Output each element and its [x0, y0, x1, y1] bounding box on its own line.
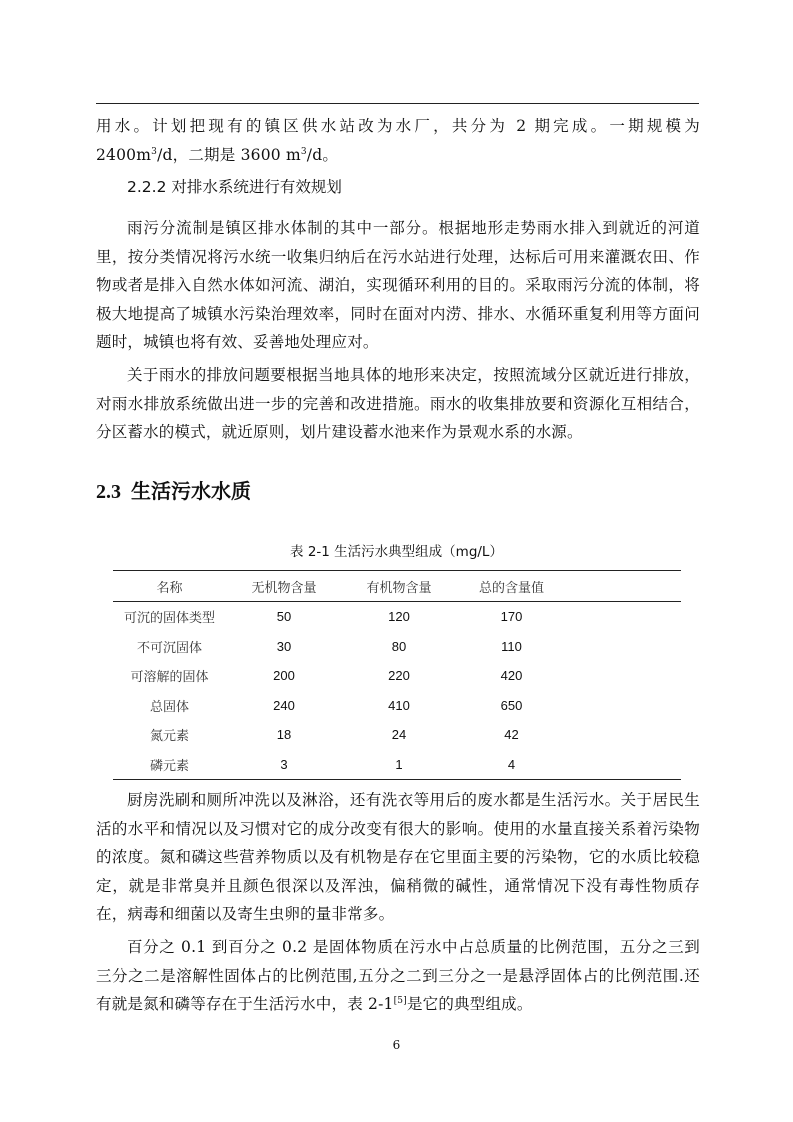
cell-total: 170: [500, 609, 523, 625]
cell-empty: [567, 750, 681, 780]
cell-inorganic: 200: [273, 668, 295, 684]
ratio-text-tail: 是它的典型组成。: [406, 995, 533, 1013]
cell-inorganic: 30: [276, 638, 292, 654]
cell-inorganic: 3: [280, 756, 288, 772]
cell-organic: 220: [388, 668, 410, 684]
table-row: [113, 691, 681, 721]
cell-organic: 410: [388, 697, 410, 713]
cell-total: 42: [504, 727, 519, 743]
table-header-row: [113, 571, 681, 602]
cell-total: 4: [507, 756, 516, 772]
ratio-text: 百分之 0.1 到百分之 0.2 是固体物质在污水中占总质量的比例范围，五分之三到三分之二是溶解性固体占的比例范围,五分之二到三分之一是悬浮固体占的比例范围.还有就是氮和磷等存在于生活污水中，表 2-1: [96, 938, 700, 1013]
table-row: [113, 661, 681, 691]
subsection-heading: 2.2.2 对排水系统进行有效规划: [127, 178, 342, 196]
cell-organic: 120: [388, 609, 410, 625]
cell-total: 110: [501, 638, 522, 654]
header-organic: 有机物含量: [366, 580, 432, 596]
cell-name: 磷元素: [149, 758, 189, 774]
table-row: [113, 602, 681, 632]
table-row: [113, 720, 681, 750]
table-caption: 表 2-1 生活污水典型组成（mg/L）: [290, 544, 503, 560]
section-title: 生活污水水质: [131, 479, 251, 503]
cell-organic: 1: [395, 756, 403, 772]
cell-empty: [567, 661, 681, 691]
water-supply-text-1: 用水。计划把现有的镇区供水站改为水厂，共分为 2 期完成。一期规模为 2400m: [96, 117, 700, 164]
composition-table: [113, 570, 681, 780]
table-row: [113, 750, 681, 780]
page-number: 6: [392, 1038, 401, 1052]
header-empty: [567, 571, 681, 602]
header-inorganic: 无机物含量: [251, 580, 317, 596]
cell-empty: [567, 602, 681, 632]
cell-empty: [567, 720, 681, 750]
cell-inorganic: 240: [273, 697, 295, 713]
paragraph-ratio: [96, 933, 700, 1019]
paragraph-water-supply: [96, 112, 700, 169]
citation-reference[interactable]: [5]: [393, 995, 407, 1006]
paragraph-sewage: 厨房洗刷和厕所冲洗以及淋浴，还有洗衣等用后的废水都是生活污水。关于居民生活的水平和情况以及习惯对它的成分改变有很大的影响。使用的水量直接关系着污染物的浓度。氮和磷这些营养物质以及有机物是存在它里面主要的污染物，它的水质比较稳定，就是非常臭并且颜色很深以及浑浊，偏稍微的碱性，通常情况下没有毒性物质存在，病毒和细菌以及寄生虫卵的量非常多。: [96, 791, 700, 923]
cell-inorganic: 50: [276, 609, 292, 625]
cell-total: 650: [500, 697, 523, 713]
cell-organic: 24: [391, 727, 407, 743]
water-supply-text-3: /d。: [306, 145, 339, 164]
header-name: 名称: [156, 580, 183, 596]
superscript-3: 3: [300, 146, 307, 157]
header-total: 总的含量值: [478, 580, 544, 596]
table-row: [113, 632, 681, 662]
cell-name: 可溶解的固体: [130, 670, 209, 686]
cell-name: 总固体: [149, 699, 189, 715]
section-heading: [96, 475, 251, 504]
cell-name: 不可沉固体: [136, 640, 202, 656]
superscript-3: 3: [151, 146, 158, 157]
water-supply-text-2: /d，二期是 3600 m: [157, 145, 301, 164]
cell-inorganic: 18: [276, 727, 292, 743]
cell-organic: 80: [391, 638, 407, 654]
cell-name: 氮元素: [149, 729, 189, 745]
section-number: 2.3: [96, 481, 121, 503]
paragraph-drainage-2: 关于雨水的排放问题要根据当地具体的地形来决定，按照流域分区就近进行排放，对雨水排放系统做出进一步的完善和改进措施。雨水的收集排放要和资源化互相结合，分区蓄水的模式，就近原则，划片建设蓄水池来作为景观水系的水源。: [96, 366, 700, 441]
paragraph-drainage-1: 雨污分流制是镇区排水体制的其中一部分。根据地形走势雨水排入到就近的河道里，按分类情况将污水统一收集归纳后在污水站进行处理，达标后可用来灌溉农田、作物或者是排入自然水体如河流、湖泊，实现循环利用的目的。采取雨污分流的体制，将极大地提高了城镇水污染治理效率，同时在面对内涝、排水、水循环重复利用等方面问题时，城镇也将有效、妥善地处理应对。: [96, 219, 700, 351]
header-rule: [96, 103, 699, 104]
cell-empty: [567, 691, 681, 721]
cell-empty: [567, 632, 681, 662]
cell-name: 可沉的固体类型: [123, 611, 215, 627]
cell-total: 420: [500, 668, 523, 684]
